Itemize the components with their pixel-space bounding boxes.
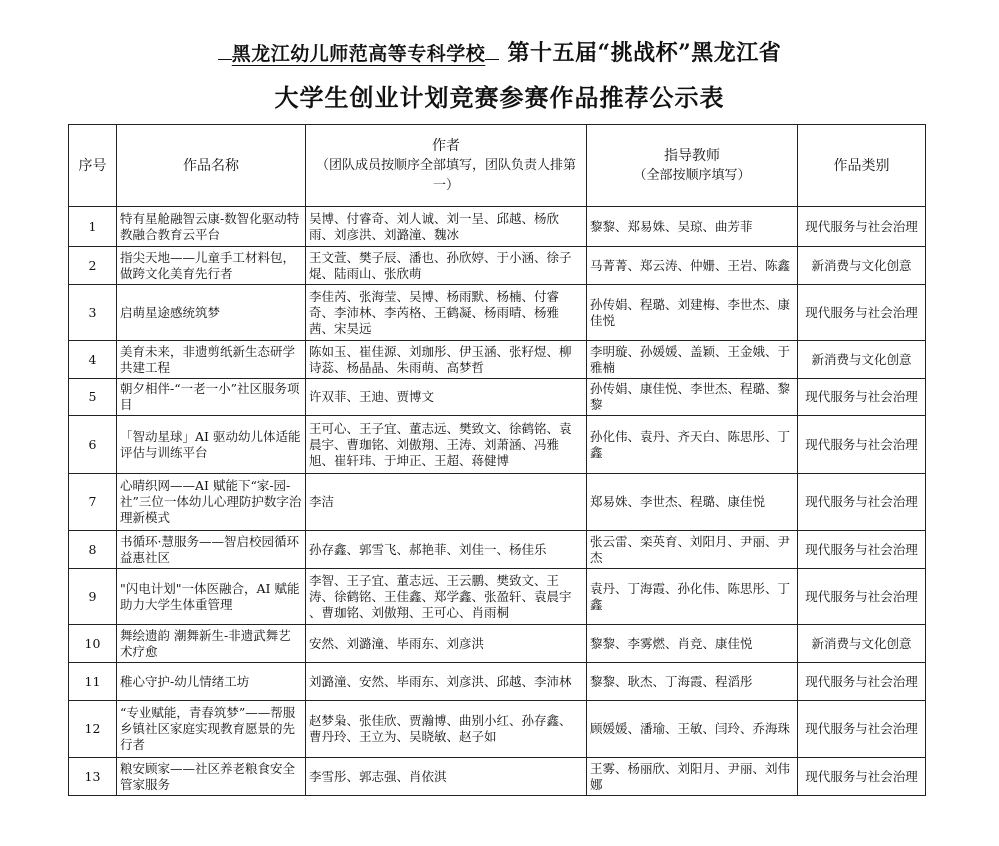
header-authors: [306, 125, 587, 207]
table-row: [69, 379, 926, 416]
cell-index: 6: [69, 416, 117, 474]
table-row: [69, 701, 926, 758]
table-row: [69, 625, 926, 663]
header-teachers-title: 指导教师: [664, 147, 720, 164]
cell-category: 现代服务与社会治理: [798, 379, 926, 416]
cell-name: 特有星舱融智云康-数智化驱动特教融合教育云平台: [117, 207, 306, 247]
cell-name: 启萌星途感统筑梦: [117, 285, 306, 341]
cell-authors: 孙存鑫、郭雪飞、郝艳菲、刘佳一、杨佳乐: [306, 531, 587, 569]
cell-index: 8: [69, 531, 117, 569]
header-teachers: [587, 125, 798, 207]
cell-authors: 李洁: [306, 474, 587, 531]
cell-authors: 吴博、付睿奇、刘人诚、刘一呈、邱越、杨欣雨、刘彦洪、刘潞潼、魏冰: [306, 207, 587, 247]
cell-teachers: 黎黎、李雾燃、肖竞、康佳悦: [587, 625, 798, 663]
cell-teachers: 黎黎、郑易姝、吴琼、曲芳菲: [587, 207, 798, 247]
cell-teachers: 袁丹、丁海霞、孙化伟、陈思彤、丁鑫: [587, 569, 798, 625]
header-index: 序号: [69, 125, 117, 207]
cell-index: 10: [69, 625, 117, 663]
cell-teachers: 张云雷、栾英育、刘阳月、尹丽、尹杰: [587, 531, 798, 569]
competition-name: 第十五届“挑战杯”黑龙江省: [507, 40, 782, 66]
cell-index: 11: [69, 663, 117, 701]
cell-authors: 赵梦枭、张佳欣、贾瀚博、曲别小红、孙存鑫、曹丹玲、王立为、吴晓敏、赵子如: [306, 701, 587, 758]
header-teachers-note: （全部按顺序填写）: [633, 167, 751, 183]
cell-category: 现代服务与社会治理: [798, 701, 926, 758]
cell-teachers: 黎黎、耿杰、丁海霞、程滔彤: [587, 663, 798, 701]
header-authors-title: 作者: [432, 137, 460, 154]
cell-category: 新消费与文化创意: [798, 341, 926, 379]
header-category: 作品类别: [798, 125, 926, 207]
cell-teachers: 王雾、杨丽欣、刘阳月、尹丽、刘伟娜: [587, 758, 798, 796]
school-name: 黑龙江幼儿师范高等专科学校: [231, 43, 486, 65]
cell-authors: 李佳芮、张海莹、吴博、杨雨默、杨楠、付睿奇、李沛林、李芮格、王鹤凝、杨雨晴、杨雅茜、宋昊远: [306, 285, 587, 341]
cell-category: 新消费与文化创意: [798, 247, 926, 285]
cell-index: 5: [69, 379, 117, 416]
cell-name: 美育未来，非遗剪纸新生态研学共建工程: [117, 341, 306, 379]
table-row: [69, 758, 926, 796]
cell-category: 新消费与文化创意: [798, 625, 926, 663]
cell-name: 朝夕相伴-“一老一小”社区服务项目: [117, 379, 306, 416]
cell-teachers: 孙化伟、袁丹、齐天白、陈思彤、丁鑫: [587, 416, 798, 474]
cell-authors: 王可心、王子宜、董志远、樊致文、徐鹤铭、袁晨宇、曹珈铭、刘傲翔、王涛、刘萧涵、冯雅旭、崔轩玮、于坤正、王超、蒋健博: [306, 416, 587, 474]
cell-index: 1: [69, 207, 117, 247]
cell-name: “专业赋能，青春筑梦”——帮服乡镇社区家庭实现教育愿景的先行者: [117, 701, 306, 758]
cell-category: 现代服务与社会治理: [798, 207, 926, 247]
cell-category: 现代服务与社会治理: [798, 663, 926, 701]
cell-authors: 安然、刘潞潼、毕雨东、刘彦洪: [306, 625, 587, 663]
cell-index: 7: [69, 474, 117, 531]
cell-authors: 王文萱、樊子辰、潘也、孙欣婷、于小涵、徐子焜、陆雨山、张欣萌: [306, 247, 587, 285]
cell-index: 4: [69, 341, 117, 379]
cell-authors: 刘潞潼、安然、毕雨东、刘彦洪、邱越、李沛林: [306, 663, 587, 701]
title-line-1: [0, 38, 999, 69]
header-authors-note: （团队成员按顺序全部填写，团队负责人排第一）: [315, 157, 576, 193]
table-row: [69, 247, 926, 285]
cell-index: 12: [69, 701, 117, 758]
cell-teachers: 李明璇、孙媛媛、盖颖、王金娥、于雅楠: [587, 341, 798, 379]
table-row: [69, 474, 926, 531]
cell-category: 现代服务与社会治理: [798, 531, 926, 569]
cell-index: 3: [69, 285, 117, 341]
table-row: [69, 341, 926, 379]
cell-category: 现代服务与社会治理: [798, 416, 926, 474]
cell-category: 现代服务与社会治理: [798, 474, 926, 531]
cell-name: 书循环·慧服务——智启校园循环益惠社区: [117, 531, 306, 569]
cell-teachers: 孙传娟、程璐、刘建梅、李世杰、康佳悦: [587, 285, 798, 341]
cell-teachers: 马菁菁、郑云涛、仲姗、王岩、陈鑫: [587, 247, 798, 285]
cell-index: 9: [69, 569, 117, 625]
cell-authors: 许双菲、王迪、贾博文: [306, 379, 587, 416]
table-row: [69, 531, 926, 569]
cell-category: 现代服务与社会治理: [798, 285, 926, 341]
table-row: [69, 207, 926, 247]
recommendation-table: [68, 124, 926, 796]
cell-index: 13: [69, 758, 117, 796]
table-row: [69, 569, 926, 625]
cell-authors: 陈如玉、崔佳源、刘珈彤、伊玉涵、张籽煜、柳诗蕊、杨晶晶、朱雨萌、高梦哲: [306, 341, 587, 379]
cell-authors: 李雪彤、郭志强、肖依淇: [306, 758, 587, 796]
cell-teachers: 郑易姝、李世杰、程璐、康佳悦: [587, 474, 798, 531]
cell-index: 2: [69, 247, 117, 285]
table-row: [69, 416, 926, 474]
cell-teachers: 顾媛媛、潘瑜、王敏、闫玲、乔海珠: [587, 701, 798, 758]
header-name: 作品名称: [117, 125, 306, 207]
cell-name: 舞绘遗韵 潮舞新生-非遗武舞艺术疗愈: [117, 625, 306, 663]
cell-name: "闪电计划"一体医融合，AI 赋能助力大学生体重管理: [117, 569, 306, 625]
cell-name: 稚心守护-幼儿情绪工坊: [117, 663, 306, 701]
cell-category: 现代服务与社会治理: [798, 758, 926, 796]
cell-name: 「智动星球」AI 驱动幼儿体适能评估与训练平台: [117, 416, 306, 474]
cell-name: 心晴织网——AI 赋能下“家-园-社”三位一体幼儿心理防护数字治理新模式: [117, 474, 306, 531]
cell-name: 粮安顾家——社区养老粮食安全管家服务: [117, 758, 306, 796]
document-title: [0, 38, 999, 113]
cell-teachers: 孙传娟、康佳悦、李世杰、程璐、黎黎: [587, 379, 798, 416]
table-row: [69, 285, 926, 341]
table-row: [69, 663, 926, 701]
cell-authors: 李智、王子宜、董志远、王云鹏、樊致文、王涛、徐鹤铭、王佳鑫、郑学鑫、张盈轩、袁晨宇 、曹珈铭、刘傲翔、王可心、肖雨桐: [306, 569, 587, 625]
cell-name: 指尖天地——儿童手工材料包，做跨文化美育先行者: [117, 247, 306, 285]
title-line-2: 大学生创业计划竞赛参赛作品推荐公示表: [274, 83, 725, 112]
table-header-row: [69, 125, 926, 207]
cell-category: 现代服务与社会治理: [798, 569, 926, 625]
